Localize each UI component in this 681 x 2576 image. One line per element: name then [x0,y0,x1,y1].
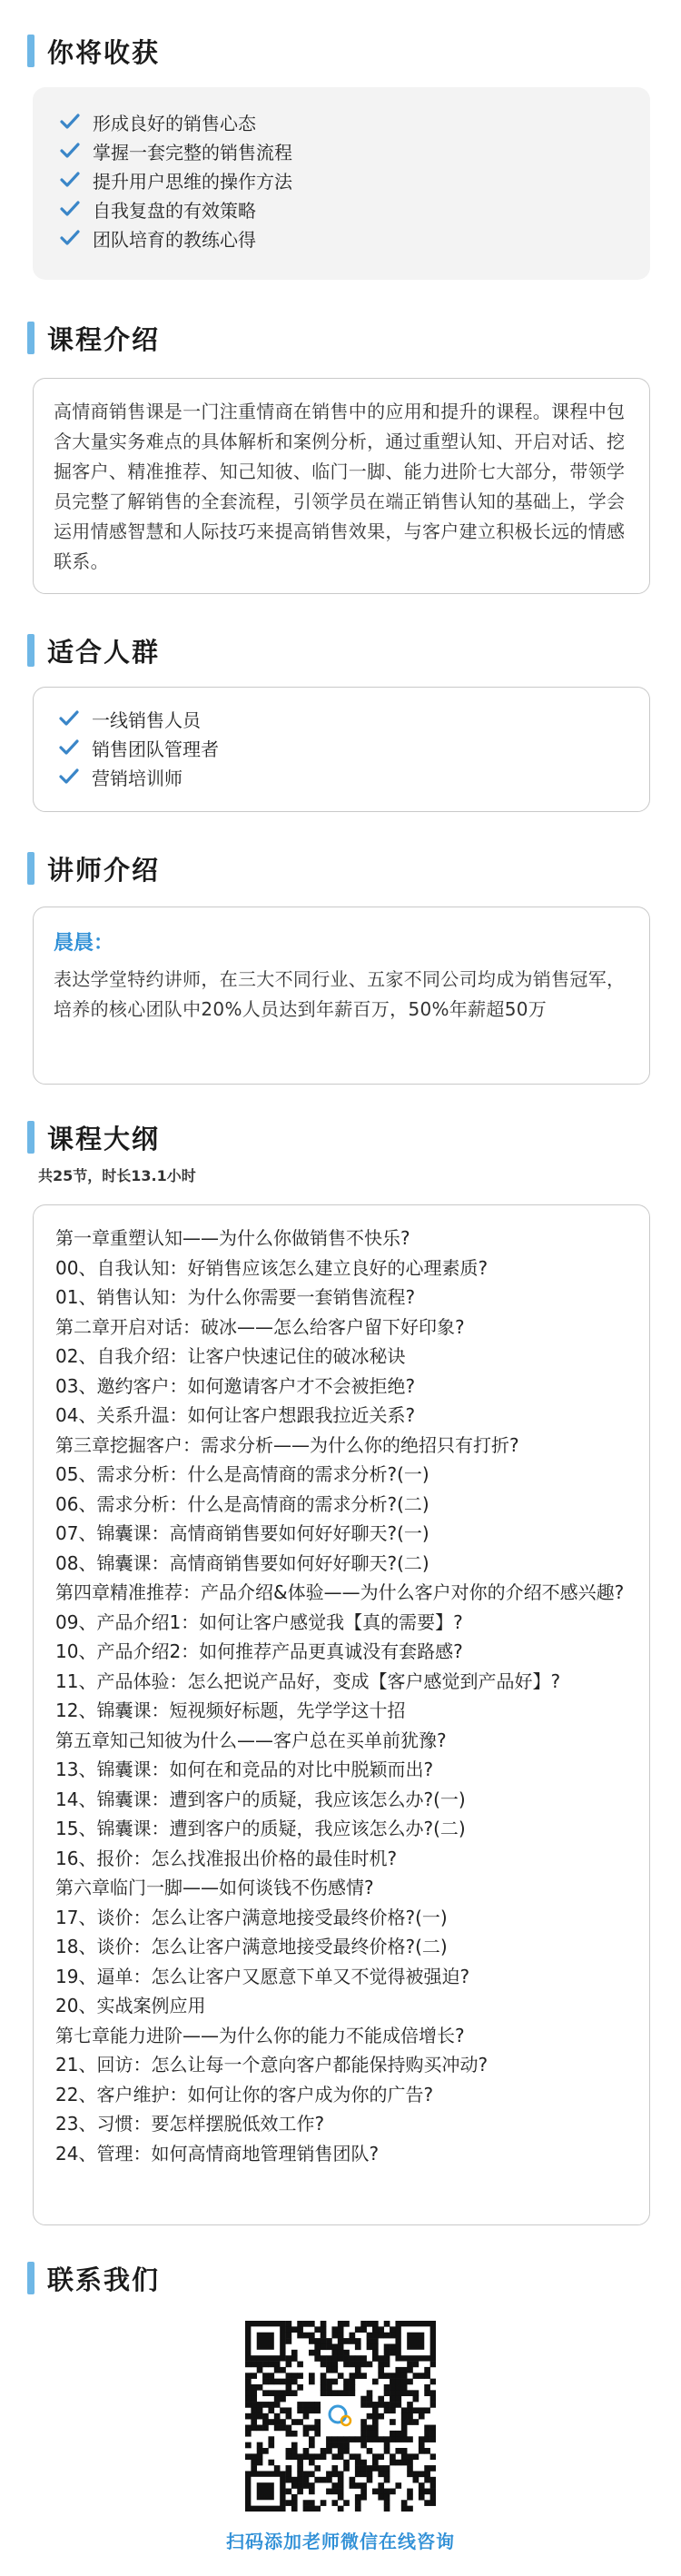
gains-item [60,136,650,165]
outline-item: 09、产品介绍1：如何让客户感觉我【真的需要】? [55,1610,463,1633]
outline-item: 21、回访：怎么让每一个意向客户都能保持购买冲动? [55,2054,489,2076]
section-title-audience [27,632,160,669]
audience-card [33,687,650,812]
intro-card [33,378,650,594]
section-accent-bar [27,2262,35,2294]
section-title-text: 课程大纲 [47,1123,161,1154]
outline-card [33,1204,650,2225]
outline-meta: 共25节，时长13.1小时 [38,1167,196,1184]
checkmark-icon [59,709,77,728]
outline-item: 第七章能力进阶——为什么你的能力不能成倍增长? [55,2024,465,2046]
outline-item: 03、邀约客户：如何邀请客户才不会被拒绝? [55,1374,416,1397]
section-title-text: 讲师介绍 [47,854,161,886]
outline-item: 04、关系升温：如何让客户想跟我拉近关系? [55,1404,416,1426]
section-title-gains [27,33,160,69]
audience-item [59,733,649,762]
audience-item-label: 一线销售人员 [92,708,201,731]
outline-item: 00、自我认知：好销售应该怎么建立良好的心理素质? [55,1256,489,1279]
outline-item: 第三章挖掘客户：需求分析——为什么你的绝招只有打折? [55,1433,519,1456]
checkmark-icon [60,113,78,131]
outline-item: 01、销售认知：为什么你需要一套销售流程? [55,1286,416,1308]
outline-item: 20、实战案例应用 [55,1995,206,2016]
outline-item: 第五章知己知彼为什么——客户总在买单前犹豫? [55,1729,447,1751]
section-accent-bar [27,322,35,354]
outline-item: 14、锦囊课：遭到客户的质疑，我应该怎么办?(一) [55,1788,466,1810]
outline-item: 08、锦囊课：高情商销售要如何好好聊天?(二) [55,1551,429,1574]
outline-item: 17、谈价：怎么让客户满意地接受最终价格?(一) [55,1906,448,1928]
outline-item: 18、谈价：怎么让客户满意地接受最终价格?(二) [55,1936,448,1957]
outline-item: 02、自我介绍：让客户快速记住的破冰秘诀 [55,1345,406,1367]
outline-item: 05、需求分析：什么是高情商的需求分析?(一) [55,1463,429,1485]
section-title-contact [27,2260,160,2296]
audience-item [59,762,649,791]
checkmark-icon [60,171,78,189]
qr-code-graphic [245,2321,436,2512]
checkmark-icon [60,142,78,160]
section-accent-bar [27,1121,35,1154]
qr-caption: 扫码添加老师微信在线咨询 [226,2531,455,2552]
outline-item: 24、管理：如何高情商地管理销售团队? [55,2142,380,2165]
outline-item: 07、锦囊课：高情商销售要如何好好聊天?(一) [55,1522,429,1544]
outline-item: 13、锦囊课：如何在和竞品的对比中脱颖而出? [55,1759,434,1780]
audience-item-label: 销售团队管理者 [92,738,219,760]
outline-item: 10、产品介绍2：如何推荐产品更真诚没有套路感? [55,1640,463,1662]
gains-card [33,87,650,280]
gains-item [60,165,650,194]
outline-item: 23、习惯：要怎样摆脱低效工作? [55,2113,325,2135]
wechat-qr-code[interactable] [245,2321,436,2512]
outline-item: 第六章临门一脚——如何谈钱不伤感情? [55,1877,374,1898]
gains-item [60,107,650,136]
outline-item: 第一章重塑认知——为什么你做销售不快乐? [55,1227,410,1249]
intro-paragraph: 高情商销售课是一门注重情商在销售中的应用和提升的课程。课程中包含大量实务难点的具体解析和案例分析，通过重塑认知、开启对话、挖掘客户、精准推荐、知己知彼、临门一脚、能力进阶七大部分，带领学员完整了解销售的全套流程，引领学员在端正销售认知的基础上，学会运用情感智慧和人际技巧来提高销售效果，与客户建立积极长远的情感联系。 [54,401,626,572]
section-accent-bar [27,852,35,885]
outline-item: 19、逼单：怎么让客户又愿意下单又不觉得被强迫? [55,1965,470,1987]
checkmark-icon [60,200,78,218]
outline-item: 15、锦囊课：遭到客户的质疑，我应该怎么办?(二) [55,1818,466,1839]
gains-item [60,194,650,223]
gains-item [60,223,650,253]
lecturer-card [33,907,650,1085]
outline-item: 第二章开启对话：破冰——怎么给客户留下好印象? [55,1315,465,1338]
outline-item: 06、需求分析：什么是高情商的需求分析?(二) [55,1492,429,1515]
section-title-text: 课程介绍 [47,323,161,355]
checkmark-icon [59,768,77,786]
checkmark-icon [59,738,77,757]
audience-item-label: 营销培训师 [92,767,183,789]
section-title-text: 联系我们 [47,2264,161,2295]
section-title-text: 你将收获 [47,36,161,68]
gains-item-label: 形成良好的销售心态 [93,112,256,134]
outline-item: 11、产品体验：怎么把说产品好，变成【客户感觉到产品好】? [55,1669,561,1692]
section-title-text: 适合人群 [47,636,161,668]
lecturer-name: 晨晨： [54,932,114,955]
outline-item: 第四章精准推荐：产品介绍&体验——为什么客户对你的介绍不感兴趣? [55,1581,625,1603]
gains-item-label: 团队培育的教练心得 [93,228,256,251]
audience-item [59,704,649,733]
gains-list [60,107,650,253]
section-title-lecturer [27,850,160,887]
outline-item: 22、客户维护：如何让你的客户成为你的广告? [55,2083,434,2105]
outline-list [55,1224,631,2168]
gains-item-label: 自我复盘的有效策略 [93,199,256,222]
checkmark-icon [60,229,78,247]
audience-list [59,704,649,791]
outline-item: 12、锦囊课：短视频好标题，先学学这十招 [55,1699,406,1721]
section-accent-bar [27,35,35,67]
section-title-intro [27,320,160,356]
outline-item: 16、报价：怎么找准报出价格的最佳时机? [55,1847,398,1869]
section-title-outline [27,1119,160,1155]
lecturer-bio: 表达学堂特约讲师，在三大不同行业、五家不同公司均成为销售冠军，培养的核心团队中20%人员达到年薪百万，50%年薪超50万 [54,968,626,1020]
section-accent-bar [27,634,35,667]
gains-item-label: 提升用户思维的操作方法 [93,170,292,193]
gains-item-label: 掌握一套完整的销售流程 [93,141,292,163]
